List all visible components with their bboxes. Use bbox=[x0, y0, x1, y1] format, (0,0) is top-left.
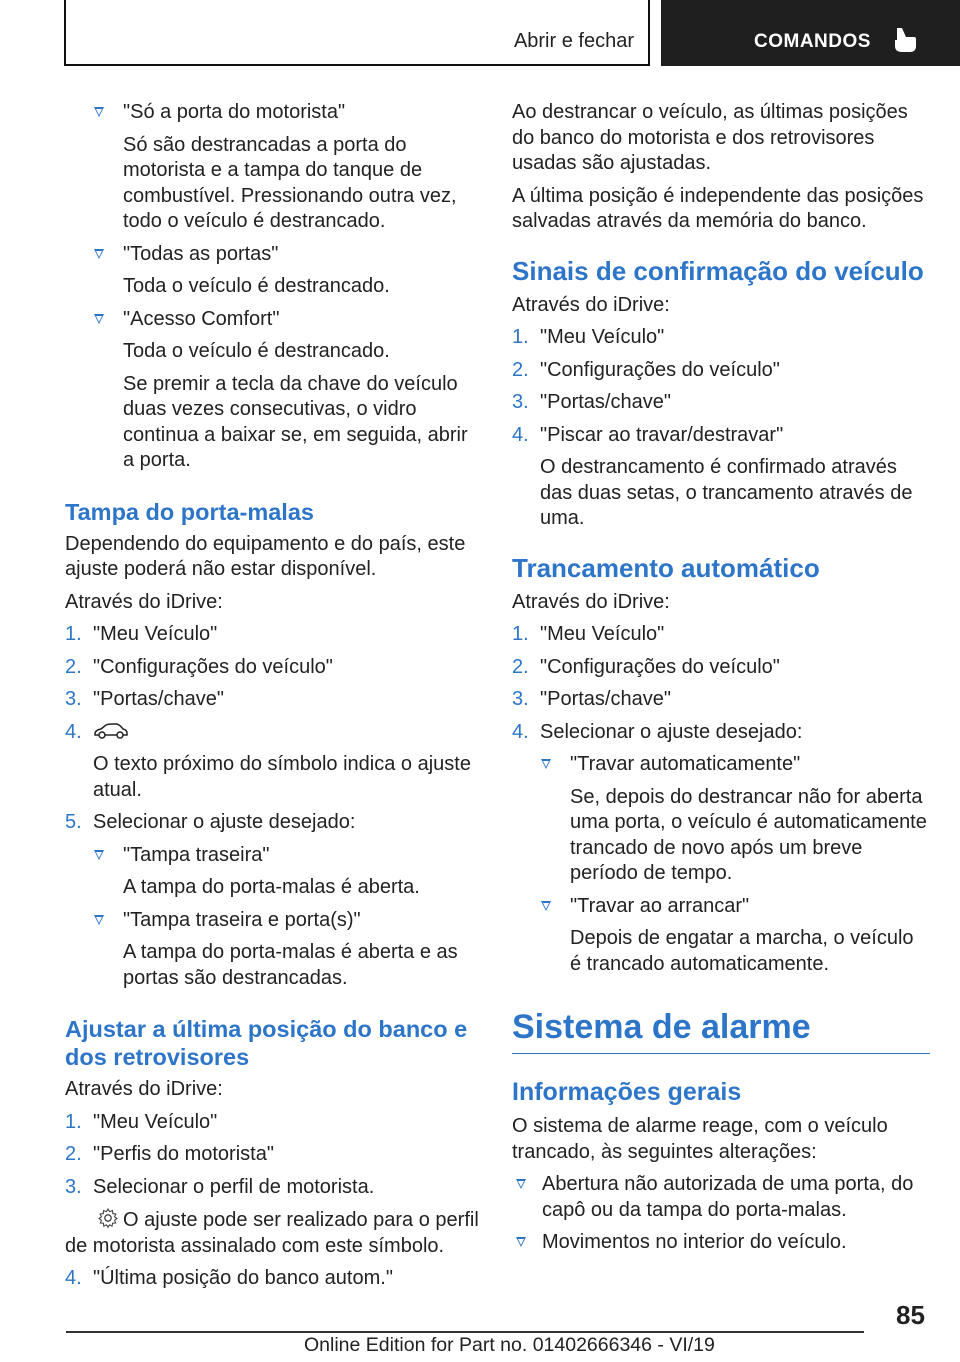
note-text: O ajuste pode ser realizado para o perfil de motorista assinalado com este símbolo. bbox=[65, 1209, 479, 1257]
header-section-title: Abrir e fechar bbox=[513, 30, 634, 52]
paragraph: Através do iDrive: bbox=[512, 293, 670, 316]
section-heading: Ajustar a última posição do banco e dos retrovisores bbox=[65, 1016, 468, 1070]
header-section-box bbox=[64, 0, 650, 66]
option-title: "Só a porta do motorista" bbox=[123, 101, 346, 123]
triangle-bullet-icon bbox=[94, 850, 104, 860]
list-item bbox=[65, 1110, 483, 1136]
list-item bbox=[65, 908, 483, 934]
section-heading: Trancamento automático bbox=[512, 552, 820, 583]
step-text: Selecionar o ajuste desejado: bbox=[93, 811, 356, 833]
step-text: "Portas/chave" bbox=[540, 391, 671, 413]
list-item bbox=[65, 1266, 483, 1292]
option-description: Toda o veículo é destrancado. bbox=[123, 275, 390, 297]
step-number: 2. bbox=[65, 1143, 82, 1165]
list-item bbox=[512, 894, 930, 920]
pointing-hand-icon bbox=[894, 26, 918, 54]
step-number: 4. bbox=[65, 720, 82, 743]
step-number: 1. bbox=[512, 623, 529, 645]
left-column bbox=[65, 100, 483, 1299]
option-description: Só são destrancadas a porta do motorista e a tampa do tanque de combustível. Pressionando outra vez, todo o veículo é destrancado. bbox=[123, 133, 457, 232]
paragraph: Através do iDrive: bbox=[65, 590, 223, 613]
triangle-bullet-icon bbox=[541, 759, 551, 769]
page-number: 85 bbox=[896, 1300, 925, 1330]
list-item bbox=[512, 622, 930, 648]
list-item bbox=[65, 242, 483, 268]
option-title: "Todas as portas" bbox=[123, 242, 279, 265]
paragraph: A última posição é independente das posições salvadas através da memória do banco. bbox=[512, 184, 924, 232]
step-number: 4. bbox=[512, 720, 529, 743]
header-chapter-title: COMANDOS bbox=[754, 31, 871, 52]
option-title: "Travar ao arrancar" bbox=[570, 894, 750, 917]
list-item bbox=[65, 100, 483, 126]
paragraph: Através do iDrive: bbox=[512, 590, 670, 613]
section-heading: Sinais de confirmação do veículo bbox=[512, 255, 924, 286]
list-item bbox=[65, 1175, 483, 1201]
step-text: "Meu Veículo" bbox=[540, 623, 665, 645]
settings-note bbox=[65, 1207, 483, 1259]
step-number: 3. bbox=[512, 391, 529, 413]
list-item bbox=[512, 1172, 930, 1223]
step-number: 4. bbox=[512, 423, 529, 446]
option-description: Se premir a tecla da chave do veículo duas vezes consecutivas, o vidro continua a baixar se, em seguida, abrir a porta. bbox=[123, 372, 468, 471]
list-item bbox=[65, 655, 483, 681]
option-title: "Acesso Comfort" bbox=[123, 307, 280, 330]
option-description: Se, depois do destrancar não for aberta uma porta, o veículo é automaticamente trancado de novo após um breve período de tempo. bbox=[570, 785, 927, 884]
step-text: "Configurações do veículo" bbox=[540, 358, 780, 381]
list-item bbox=[512, 720, 930, 746]
list-item bbox=[512, 423, 930, 449]
paragraph: Dependendo do equipamento e do país, este ajuste poderá não estar disponível. bbox=[65, 532, 466, 580]
step-number: 2. bbox=[512, 655, 529, 678]
step-text: "Meu Veículo" bbox=[540, 326, 665, 348]
paragraph: Ao destrancar o veículo, as últimas posições do banco do motorista e dos retrovisores usadas são ajustadas. bbox=[512, 101, 908, 174]
step-text: Selecionar o perfil de motorista. bbox=[93, 1175, 375, 1198]
list-item bbox=[512, 390, 930, 416]
triangle-bullet-icon bbox=[541, 901, 551, 911]
step-text: "Configurações do veículo" bbox=[540, 655, 780, 678]
step-note: O texto próximo do símbolo indica o ajuste atual. bbox=[93, 753, 471, 801]
list-item bbox=[65, 810, 483, 836]
triangle-bullet-icon bbox=[94, 314, 104, 324]
step-text: "Última posição do banco autom." bbox=[93, 1267, 393, 1289]
step-text: "Perfis do motorista" bbox=[93, 1143, 274, 1165]
step-number: 2. bbox=[65, 655, 82, 678]
triangle-bullet-icon bbox=[516, 1237, 526, 1247]
list-item bbox=[512, 687, 930, 713]
list-item bbox=[512, 655, 930, 681]
triangle-bullet-icon bbox=[94, 249, 104, 259]
footer-divider bbox=[66, 1331, 864, 1333]
step-number: 1. bbox=[512, 326, 529, 348]
option-description: Depois de engatar a marcha, o veículo é trancado automaticamente. bbox=[570, 927, 914, 975]
option-description: Toda o veículo é destrancado. bbox=[123, 340, 390, 362]
chapter-heading: Sistema de alarme bbox=[512, 1007, 930, 1054]
option-description: A tampa do porta-malas é aberta e as portas são destrancadas. bbox=[123, 941, 458, 989]
step-number: 2. bbox=[512, 358, 529, 381]
section-heading: Tampa do porta-malas bbox=[65, 498, 314, 525]
option-title: "Tampa traseira" bbox=[123, 843, 270, 866]
list-item bbox=[65, 687, 483, 713]
triangle-bullet-icon bbox=[94, 107, 104, 117]
step-number: 3. bbox=[65, 1175, 82, 1198]
gear-icon bbox=[97, 1207, 119, 1229]
list-item bbox=[512, 1230, 930, 1256]
step-number: 1. bbox=[65, 1110, 82, 1133]
list-item bbox=[512, 752, 930, 778]
page-header bbox=[0, 0, 960, 66]
bullet-text: Abertura não autorizada de uma porta, do capô ou da tampa do porta-malas. bbox=[542, 1173, 914, 1221]
step-number: 3. bbox=[65, 688, 82, 710]
option-title: "Tampa traseira e porta(s)" bbox=[123, 908, 361, 931]
step-text: "Portas/chave" bbox=[93, 688, 224, 710]
paragraph: O sistema de alarme reage, com o veículo trancado, às seguintes alterações: bbox=[512, 1115, 888, 1163]
step-text: "Configurações do veículo" bbox=[93, 655, 333, 678]
step-note: O destrancamento é confirmado através das duas setas, o trancamento através de uma. bbox=[540, 456, 913, 529]
step-number: 1. bbox=[65, 623, 82, 645]
list-item bbox=[65, 720, 483, 746]
step-text: "Piscar ao travar/destravar" bbox=[540, 423, 784, 446]
list-item bbox=[65, 622, 483, 648]
footer-edition: Online Edition for Part no. 01402666346 - VI/19 bbox=[304, 1334, 715, 1356]
step-text: "Portas/chave" bbox=[540, 688, 671, 710]
header-chapter-tab bbox=[661, 0, 960, 66]
list-item bbox=[512, 358, 930, 384]
step-text: "Meu Veículo" bbox=[93, 623, 218, 645]
list-item bbox=[65, 1142, 483, 1168]
triangle-bullet-icon bbox=[94, 915, 104, 925]
step-number: 3. bbox=[512, 688, 529, 710]
paragraph: Através do iDrive: bbox=[65, 1078, 223, 1100]
triangle-bullet-icon bbox=[516, 1179, 526, 1189]
step-number: 4. bbox=[65, 1267, 82, 1289]
section-heading: Informações gerais bbox=[512, 1078, 742, 1106]
list-item bbox=[65, 843, 483, 869]
car-outline-icon bbox=[93, 722, 129, 740]
list-item bbox=[65, 307, 483, 333]
step-text: "Meu Veículo" bbox=[93, 1110, 218, 1133]
right-column bbox=[512, 100, 930, 1263]
option-description: A tampa do porta-malas é aberta. bbox=[123, 876, 420, 898]
bullet-text: Movimentos no interior do veículo. bbox=[542, 1231, 847, 1253]
option-title: "Travar automaticamente" bbox=[570, 753, 801, 775]
step-number: 5. bbox=[65, 811, 82, 833]
step-text: Selecionar o ajuste desejado: bbox=[540, 720, 803, 743]
list-item bbox=[512, 325, 930, 351]
